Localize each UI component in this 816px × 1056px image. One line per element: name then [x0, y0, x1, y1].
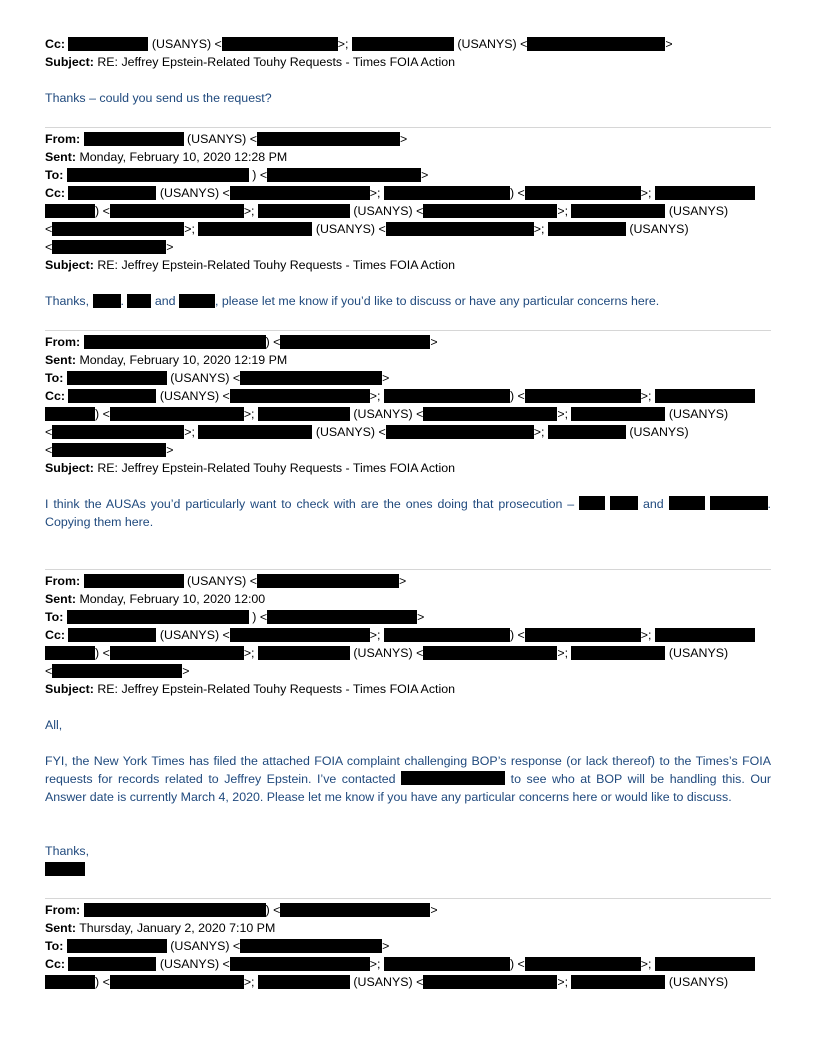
redaction: [110, 204, 244, 218]
cc-line-5b: ) < >; (USANYS) < >; (USANYS): [45, 974, 728, 990]
redaction: [401, 771, 505, 785]
cc-line-2d: < >: [45, 240, 174, 254]
signature: [45, 861, 85, 877]
redaction: [384, 628, 510, 642]
sent-line-2: Sent: Monday, February 10, 2020 12:28 PM: [45, 150, 288, 164]
from-line-2: From: (USANYS) < >: [45, 132, 408, 146]
redaction: [230, 186, 370, 200]
redaction: [257, 574, 399, 588]
cc-line-3c: < >; (USANYS) < >; (USANYS): [45, 425, 689, 439]
email2-body: Thanks, . and , please let me know if you’d like to discuss or have any particular concerns here.: [45, 294, 660, 308]
redaction: [52, 240, 166, 254]
cc-line-4c: < >: [45, 664, 190, 678]
redaction: [525, 628, 641, 642]
redaction: [571, 407, 665, 421]
subject-line-3: Subject: RE: Jeffrey Epstein-Related Touhy Requests - Times FOIA Action: [45, 461, 455, 475]
email3-body: I think the AUSAs you’d particularly want to check with are the ones doing that prosecution – and . Copying them here.: [45, 497, 771, 529]
redaction: [67, 371, 167, 385]
redaction: [527, 37, 665, 51]
redaction: [240, 939, 382, 953]
from-line-5: From: ) < >: [45, 903, 438, 917]
redaction: [548, 425, 626, 439]
sent-line-4: Sent: Monday, February 10, 2020 12:00: [45, 592, 266, 606]
redaction: [52, 443, 166, 457]
redaction: [198, 222, 312, 236]
redaction: [230, 389, 370, 403]
redaction: [45, 862, 85, 876]
redaction: [84, 132, 184, 146]
email1-body: Thanks – could you send us the request?: [45, 91, 272, 105]
redaction: [45, 646, 95, 660]
subject-line-2: Subject: RE: Jeffrey Epstein-Related Touhy Requests - Times FOIA Action: [45, 258, 455, 272]
redaction: [179, 294, 215, 308]
redaction: [571, 975, 665, 989]
redaction: [525, 186, 641, 200]
redaction: [423, 204, 557, 218]
redaction: [655, 628, 755, 642]
redaction: [127, 294, 151, 308]
redaction: [52, 664, 182, 678]
from-line-4: From: (USANYS) < >: [45, 574, 407, 588]
redaction: [67, 939, 167, 953]
divider: [45, 127, 771, 128]
redaction: [230, 957, 370, 971]
redaction: [45, 407, 95, 421]
redaction: [198, 425, 312, 439]
redaction: [258, 204, 350, 218]
redaction: [525, 389, 641, 403]
redaction: [352, 37, 454, 51]
redaction: [240, 371, 382, 385]
redaction: [571, 646, 665, 660]
redaction: [384, 186, 510, 200]
redaction: [655, 186, 755, 200]
redaction: [710, 496, 768, 510]
redaction: [93, 294, 121, 308]
divider: [45, 330, 771, 331]
cc-line-3a: Cc: (USANYS) < >; ) < >;: [45, 388, 755, 404]
sent-line-5: Sent: Thursday, January 2, 2020 7:10 PM: [45, 921, 276, 935]
cc-line-3d: < >: [45, 443, 174, 457]
redaction: [84, 574, 184, 588]
redaction: [84, 335, 266, 349]
redaction: [258, 975, 350, 989]
cc-line-2b: ) < >; (USANYS) < >; (USANYS): [45, 203, 728, 219]
redaction: [68, 628, 156, 642]
redaction: [525, 957, 641, 971]
redaction: [84, 903, 266, 917]
subject-line-4: Subject: RE: Jeffrey Epstein-Related Touhy Requests - Times FOIA Action: [45, 682, 455, 696]
cc-line-4b: ) < >; (USANYS) < >; (USANYS): [45, 645, 728, 661]
redaction: [68, 389, 156, 403]
redaction: [110, 975, 244, 989]
redaction: [610, 496, 638, 510]
cc-line-2a: Cc: (USANYS) < >; ) < >;: [45, 185, 755, 201]
redaction: [110, 646, 244, 660]
divider: [45, 569, 771, 570]
cc-line-1: Cc: (USANYS) < >; (USANYS) < >: [45, 37, 673, 51]
email4-body: FYI, the New York Times has filed the attached FOIA complaint challenging BOP’s response (or lack thereof) to the Times’s FOIA requests for records related to Jeffrey Epstein. I’ve contacted to see who at BOP will be handling this. Our Answer date is currently March 4, 2020. Please let me know if you have any particular concerns here or would like to discuss.: [45, 754, 771, 804]
redaction: [571, 204, 665, 218]
redaction: [267, 610, 417, 624]
redaction: [655, 957, 755, 971]
redaction: [68, 37, 148, 51]
cc-line-3b: ) < >; (USANYS) < >; (USANYS): [45, 406, 728, 422]
email4-signoff: Thanks,: [45, 844, 90, 858]
redaction: [386, 222, 534, 236]
redaction: [280, 903, 430, 917]
cc-line-5a: Cc: (USANYS) < >; ) < >;: [45, 956, 755, 972]
redaction: [669, 496, 705, 510]
redaction: [423, 407, 557, 421]
subject-line-1: Subject: RE: Jeffrey Epstein-Related Touhy Requests - Times FOIA Action: [45, 55, 455, 69]
redaction: [386, 425, 534, 439]
redaction: [68, 957, 156, 971]
cc-line-4a: Cc: (USANYS) < >; ) < >;: [45, 627, 755, 643]
redaction: [423, 646, 557, 660]
redaction: [45, 204, 95, 218]
redaction: [579, 496, 605, 510]
to-line-4: To: ) < >: [45, 610, 425, 624]
email4-greeting: All,: [45, 718, 63, 732]
redaction: [548, 222, 626, 236]
redaction: [67, 610, 249, 624]
divider: [45, 898, 771, 899]
redaction: [45, 975, 95, 989]
redaction: [384, 957, 510, 971]
redaction: [67, 168, 249, 182]
redaction: [655, 389, 755, 403]
redaction: [68, 186, 156, 200]
to-line-2: To: ) < >: [45, 168, 429, 182]
redaction: [280, 335, 430, 349]
to-line-5: To: (USANYS) < >: [45, 939, 390, 953]
redaction: [257, 132, 400, 146]
redaction: [230, 628, 370, 642]
from-line-3: From: ) < >: [45, 335, 438, 349]
to-line-3: To: (USANYS) < >: [45, 371, 390, 385]
redaction: [222, 37, 338, 51]
redaction: [52, 425, 184, 439]
redaction: [384, 389, 510, 403]
cc-line-2c: < >; (USANYS) < >; (USANYS): [45, 222, 689, 236]
redaction: [52, 222, 184, 236]
redaction: [267, 168, 421, 182]
redaction: [258, 407, 350, 421]
sent-line-3: Sent: Monday, February 10, 2020 12:19 PM: [45, 353, 288, 367]
redaction: [110, 407, 244, 421]
redaction: [423, 975, 557, 989]
redaction: [258, 646, 350, 660]
